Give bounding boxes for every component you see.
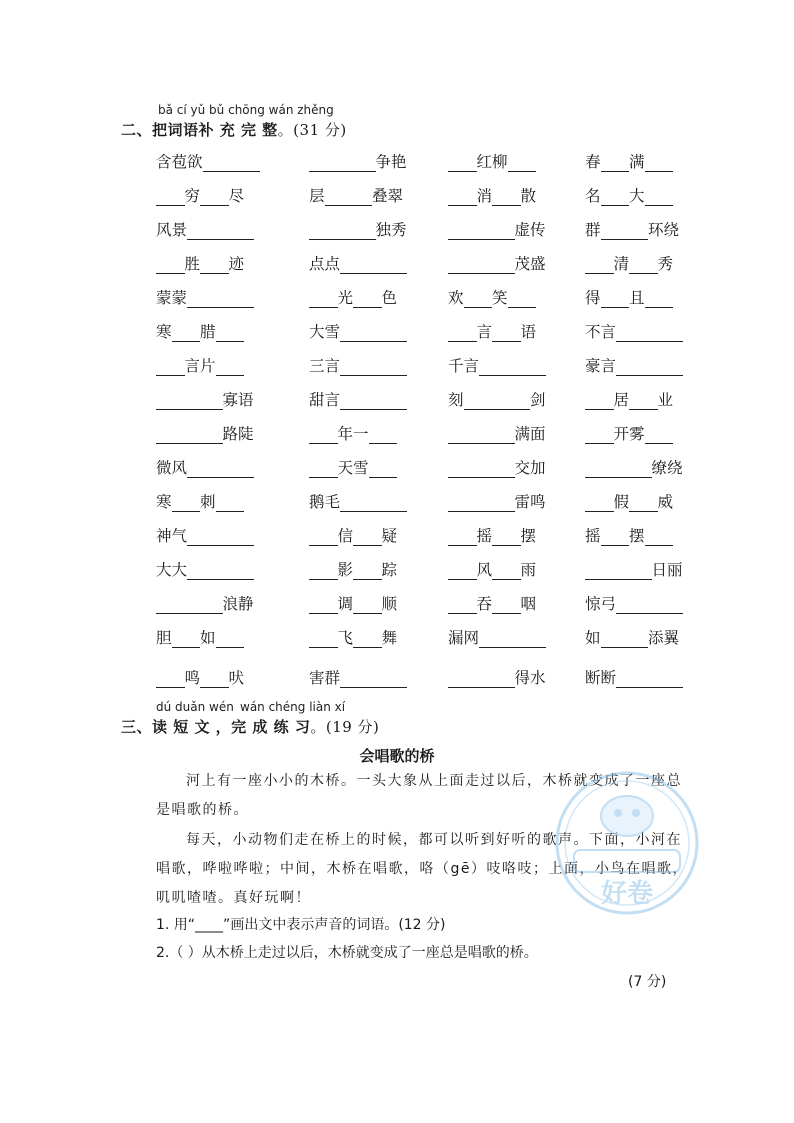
idiom-cell bbox=[585, 628, 679, 650]
section3-heading-text: 三、读 短 文 ，完 成 练 习 bbox=[121, 718, 311, 736]
fill-in-blank[interactable] bbox=[585, 461, 652, 478]
fill-in-blank[interactable] bbox=[172, 495, 201, 512]
idiom-char: 路陡 bbox=[222, 425, 254, 443]
idiom-char: 天雪 bbox=[337, 459, 369, 477]
fill-in-blank[interactable] bbox=[464, 291, 493, 308]
idiom-char: 蒙蒙 bbox=[156, 289, 188, 307]
idiom-char: 且 bbox=[629, 289, 645, 307]
fill-in-blank[interactable] bbox=[156, 427, 223, 444]
fill-in-blank[interactable] bbox=[601, 223, 649, 240]
idiom-char: 大雪 bbox=[309, 323, 341, 341]
idiom-char: 飞 bbox=[337, 629, 354, 647]
idiom-cell bbox=[309, 220, 407, 242]
fill-in-blank[interactable] bbox=[353, 291, 382, 308]
fill-in-blank[interactable] bbox=[200, 257, 229, 274]
idiom-char: 满 bbox=[629, 153, 645, 171]
fill-in-blank[interactable] bbox=[645, 155, 674, 172]
idiom-cell bbox=[448, 526, 536, 548]
idiom-char: 争艳 bbox=[375, 153, 407, 171]
idiom-cell bbox=[156, 594, 254, 616]
idiom-char: 大 bbox=[629, 187, 645, 205]
idiom-cell bbox=[156, 152, 260, 174]
idiom-cell bbox=[585, 424, 673, 446]
idiom-char: 微风 bbox=[156, 459, 188, 477]
fill-in-blank[interactable] bbox=[492, 189, 521, 206]
idiom-char: 添翼 bbox=[648, 629, 680, 647]
fill-in-blank[interactable] bbox=[585, 427, 614, 444]
idiom-cell bbox=[309, 152, 407, 174]
fill-in-blank[interactable] bbox=[464, 393, 531, 410]
idiom-cell bbox=[448, 424, 546, 446]
fill-in-blank[interactable] bbox=[172, 325, 201, 342]
fill-in-blank[interactable] bbox=[353, 597, 382, 614]
idiom-char: 甜言 bbox=[309, 391, 341, 409]
idiom-cell bbox=[156, 220, 254, 242]
idiom-cell bbox=[585, 390, 673, 412]
fill-in-blank[interactable] bbox=[492, 529, 521, 546]
stamp-text: 好卷 bbox=[600, 879, 654, 909]
idiom-cell bbox=[309, 356, 407, 378]
fill-in-blank[interactable] bbox=[172, 631, 201, 648]
passage-paragraph-1: 河上有一座小小的木桥。一头大象从上面走过以后，木桥就变成了一座总是唱歌的桥。 bbox=[156, 773, 682, 818]
idiom-char: 叠翠 bbox=[372, 187, 404, 205]
fill-in-blank[interactable] bbox=[309, 563, 338, 580]
fill-in-blank[interactable] bbox=[325, 189, 373, 206]
idiom-cell bbox=[156, 356, 244, 378]
idiom-cell bbox=[156, 322, 244, 344]
idiom-cell bbox=[309, 560, 397, 582]
idiom-char: 寡语 bbox=[222, 391, 254, 409]
fill-in-blank[interactable] bbox=[309, 461, 338, 478]
fill-in-blank[interactable] bbox=[448, 325, 477, 342]
question-1: 1. 用“____”画出文中表示声音的词语。(12 分) bbox=[156, 917, 446, 933]
idiom-char: 寒 bbox=[156, 493, 172, 511]
fill-in-blank[interactable] bbox=[585, 495, 614, 512]
idiom-cell bbox=[448, 186, 536, 208]
fill-in-blank[interactable] bbox=[448, 461, 515, 478]
fill-in-blank[interactable] bbox=[585, 563, 652, 580]
idiom-char: 穷 bbox=[184, 187, 201, 205]
idiom-char: 尽 bbox=[228, 187, 245, 205]
fill-in-blank[interactable] bbox=[353, 631, 382, 648]
idiom-cell bbox=[585, 186, 673, 208]
section3-points: 。(19 分) bbox=[310, 718, 380, 736]
fill-in-blank[interactable] bbox=[601, 631, 649, 648]
idiom-cell bbox=[585, 560, 683, 582]
idiom-char: 如 bbox=[200, 629, 216, 647]
idiom-char: 假 bbox=[613, 493, 630, 511]
idiom-char: 摇 bbox=[585, 527, 601, 545]
idiom-char: 得 bbox=[585, 289, 601, 307]
idiom-char: 层 bbox=[309, 187, 325, 205]
idiom-char: 害群 bbox=[309, 669, 341, 687]
idiom-char: 名 bbox=[585, 187, 601, 205]
idiom-char: 豪言 bbox=[585, 357, 617, 375]
idiom-char: 言片 bbox=[184, 357, 216, 375]
idiom-char: 虚传 bbox=[514, 221, 546, 239]
fill-in-blank[interactable] bbox=[629, 393, 658, 410]
idiom-cell bbox=[156, 560, 254, 582]
idiom-char: 摇 bbox=[476, 527, 493, 545]
idiom-char: 影 bbox=[337, 561, 354, 579]
idiom-char: 雨 bbox=[520, 561, 537, 579]
idiom-char: 千言 bbox=[448, 357, 480, 375]
fill-in-blank[interactable] bbox=[479, 631, 546, 648]
fill-in-blank[interactable] bbox=[216, 495, 245, 512]
section2-points: 。(31 分) bbox=[277, 121, 347, 139]
passage-title: 会唱歌的桥 bbox=[359, 747, 435, 765]
idiom-cell bbox=[309, 668, 407, 690]
idiom-cell bbox=[156, 628, 244, 650]
idiom-cell bbox=[309, 424, 397, 446]
idiom-cell bbox=[156, 424, 254, 446]
fill-in-blank[interactable] bbox=[203, 155, 260, 172]
idiom-cell bbox=[448, 594, 536, 616]
fill-in-blank[interactable] bbox=[156, 257, 185, 274]
fill-in-blank[interactable] bbox=[492, 325, 521, 342]
fill-in-blank[interactable] bbox=[216, 359, 245, 376]
idiom-char: 信 bbox=[337, 527, 354, 545]
fill-in-blank[interactable] bbox=[340, 495, 407, 512]
idiom-cell bbox=[585, 288, 673, 310]
fill-in-blank[interactable] bbox=[448, 495, 515, 512]
fill-in-blank[interactable] bbox=[616, 597, 683, 614]
idiom-char: 居 bbox=[613, 391, 630, 409]
idiom-char: 断断 bbox=[585, 669, 617, 687]
section2-heading bbox=[121, 119, 347, 140]
fill-in-blank[interactable] bbox=[309, 529, 338, 546]
fill-in-blank[interactable] bbox=[616, 359, 683, 376]
idiom-char: 群 bbox=[585, 221, 601, 239]
fill-in-blank[interactable] bbox=[187, 529, 254, 546]
idiom-cell bbox=[309, 390, 407, 412]
idiom-char: 点点 bbox=[309, 255, 341, 273]
idiom-cell bbox=[309, 526, 397, 548]
idiom-char: 大大 bbox=[156, 561, 188, 579]
idiom-char: 风 bbox=[476, 561, 493, 579]
idiom-cell bbox=[309, 288, 397, 310]
idiom-char: 刻 bbox=[448, 391, 464, 409]
idiom-char: 疑 bbox=[381, 527, 398, 545]
fill-in-blank[interactable] bbox=[616, 325, 683, 342]
idiom-cell bbox=[585, 322, 683, 344]
fill-in-blank[interactable] bbox=[616, 671, 683, 688]
idiom-char: 日丽 bbox=[651, 561, 683, 579]
fill-in-blank[interactable] bbox=[629, 495, 658, 512]
idiom-cell bbox=[448, 668, 546, 690]
section3-pinyin-b: wán chéng liàn xí bbox=[240, 700, 346, 714]
fill-in-blank[interactable] bbox=[187, 291, 254, 308]
idiom-char: 摆 bbox=[520, 527, 537, 545]
fill-in-blank[interactable] bbox=[200, 189, 229, 206]
fill-in-blank[interactable] bbox=[309, 631, 338, 648]
idiom-cell bbox=[585, 254, 673, 276]
idiom-char: 茂盛 bbox=[514, 255, 546, 273]
fill-in-blank[interactable] bbox=[156, 359, 185, 376]
idiom-char: 色 bbox=[381, 289, 398, 307]
idiom-cell bbox=[309, 492, 407, 514]
fill-in-blank[interactable] bbox=[309, 223, 376, 240]
fill-in-blank[interactable] bbox=[508, 155, 537, 172]
idiom-cell bbox=[448, 322, 536, 344]
idiom-cell bbox=[448, 458, 546, 480]
fill-in-blank[interactable] bbox=[508, 291, 537, 308]
idiom-cell bbox=[448, 390, 546, 412]
fill-in-blank[interactable] bbox=[353, 563, 382, 580]
idiom-cell bbox=[448, 356, 546, 378]
idiom-char: 舞 bbox=[381, 629, 398, 647]
idiom-char: 光 bbox=[337, 289, 354, 307]
idiom-char: 言 bbox=[476, 323, 493, 341]
idiom-cell bbox=[585, 152, 673, 174]
idiom-char: 红柳 bbox=[476, 153, 508, 171]
watermark-stamp bbox=[552, 768, 702, 918]
question-2-points: (7 分) bbox=[628, 974, 667, 990]
idiom-char: 三言 bbox=[309, 357, 341, 375]
fill-in-blank[interactable] bbox=[369, 461, 398, 478]
idiom-char: 年一 bbox=[337, 425, 369, 443]
fill-in-blank[interactable] bbox=[601, 529, 630, 546]
fill-in-blank[interactable] bbox=[645, 189, 674, 206]
fill-in-blank[interactable] bbox=[645, 291, 674, 308]
idiom-char: 风景 bbox=[156, 221, 188, 239]
idiom-char: 缭绕 bbox=[651, 459, 683, 477]
section3-heading bbox=[121, 716, 379, 737]
idiom-char: 鸣 bbox=[184, 669, 201, 687]
fill-in-blank[interactable] bbox=[156, 393, 223, 410]
idiom-cell bbox=[309, 628, 397, 650]
fill-in-blank[interactable] bbox=[200, 671, 229, 688]
fill-in-blank[interactable] bbox=[156, 671, 185, 688]
idiom-char: 雷鸣 bbox=[514, 493, 546, 511]
fill-in-blank[interactable] bbox=[340, 359, 407, 376]
idiom-cell bbox=[156, 254, 244, 276]
idiom-char: 威 bbox=[657, 493, 674, 511]
fill-in-blank[interactable] bbox=[448, 529, 477, 546]
idiom-char: 春 bbox=[585, 153, 601, 171]
fill-in-blank[interactable] bbox=[492, 563, 521, 580]
fill-in-blank[interactable] bbox=[309, 597, 338, 614]
fill-in-blank[interactable] bbox=[585, 257, 614, 274]
idiom-char: 腊 bbox=[200, 323, 216, 341]
idiom-cell bbox=[309, 322, 407, 344]
idiom-char: 清 bbox=[613, 255, 630, 273]
idiom-cell bbox=[585, 220, 679, 242]
idiom-char: 摆 bbox=[629, 527, 645, 545]
fill-in-blank[interactable] bbox=[601, 291, 630, 308]
idiom-cell bbox=[156, 526, 254, 548]
question-2: 2.（ ）从木桥上走过以后，木桥就变成了一座总是唱歌的桥。 bbox=[156, 945, 538, 961]
idiom-char: 神气 bbox=[156, 527, 188, 545]
idiom-char: 顺 bbox=[381, 595, 398, 613]
idiom-cell bbox=[448, 220, 546, 242]
idiom-char: 语 bbox=[520, 323, 537, 341]
fill-in-blank[interactable] bbox=[369, 427, 398, 444]
section2-heading-text: 二、把词语补 充 完 整 bbox=[121, 121, 278, 139]
fill-in-blank[interactable] bbox=[645, 529, 674, 546]
idiom-cell bbox=[448, 254, 546, 276]
fill-in-blank[interactable] bbox=[492, 597, 521, 614]
idiom-char: 胜 bbox=[184, 255, 201, 273]
fill-in-blank[interactable] bbox=[216, 325, 245, 342]
idiom-cell bbox=[585, 356, 683, 378]
idiom-cell bbox=[448, 288, 536, 310]
passage-paragraph-2: 每天，小动物们走在桥上的时候，都可以听到好听的歌声。下面，小河在唱歌，哗啦哗啦；中间，木桥在唱歌，咯（gē）吱咯吱；上面，小鸟在唱歌，叽叽喳喳。真好玩啊！ bbox=[156, 832, 688, 906]
idiom-char: 迹 bbox=[228, 255, 245, 273]
idiom-char: 如 bbox=[585, 629, 601, 647]
fill-in-blank[interactable] bbox=[479, 359, 546, 376]
idiom-cell bbox=[448, 152, 536, 174]
fill-in-blank[interactable] bbox=[645, 427, 674, 444]
fill-in-blank[interactable] bbox=[601, 155, 630, 172]
idiom-cell bbox=[585, 594, 683, 616]
idiom-char: 不言 bbox=[585, 323, 617, 341]
idiom-char: 惊弓 bbox=[585, 595, 617, 613]
idiom-char: 吞 bbox=[476, 595, 493, 613]
section2-pinyin: bǎ cí yǔ bǔ chōng wán zhěng bbox=[158, 103, 334, 117]
idiom-cell bbox=[585, 526, 673, 548]
idiom-cell bbox=[448, 628, 546, 650]
idiom-cell bbox=[156, 288, 254, 310]
fill-in-blank[interactable] bbox=[187, 461, 254, 478]
idiom-char: 漏网 bbox=[448, 629, 480, 647]
idiom-cell bbox=[156, 668, 244, 690]
idiom-char: 剑 bbox=[530, 391, 546, 409]
fill-in-blank[interactable] bbox=[448, 223, 515, 240]
idiom-char: 消 bbox=[476, 187, 493, 205]
fill-in-blank[interactable] bbox=[629, 257, 658, 274]
fill-in-blank[interactable] bbox=[187, 223, 254, 240]
idiom-char: 开雾 bbox=[613, 425, 645, 443]
idiom-char: 交加 bbox=[514, 459, 546, 477]
idiom-cell bbox=[448, 560, 536, 582]
fill-in-blank[interactable] bbox=[448, 427, 515, 444]
idiom-cell bbox=[585, 492, 673, 514]
idiom-char: 满面 bbox=[514, 425, 546, 443]
idiom-char: 吠 bbox=[228, 669, 245, 687]
idiom-cell bbox=[156, 390, 254, 412]
fill-in-blank[interactable] bbox=[156, 597, 223, 614]
idiom-char: 业 bbox=[657, 391, 674, 409]
fill-in-blank[interactable] bbox=[353, 529, 382, 546]
idiom-char: 笑 bbox=[492, 289, 508, 307]
idiom-char: 踪 bbox=[381, 561, 398, 579]
idiom-char: 胆 bbox=[156, 629, 172, 647]
idiom-char: 刺 bbox=[200, 493, 216, 511]
fill-in-blank[interactable] bbox=[187, 563, 254, 580]
idiom-char: 散 bbox=[520, 187, 537, 205]
idiom-cell bbox=[448, 492, 546, 514]
idiom-char: 调 bbox=[337, 595, 354, 613]
fill-in-blank[interactable] bbox=[309, 427, 338, 444]
idiom-cell bbox=[585, 458, 683, 480]
idiom-char: 欢 bbox=[448, 289, 464, 307]
fill-in-blank[interactable] bbox=[309, 155, 376, 172]
idiom-cell bbox=[585, 668, 683, 690]
idiom-char: 独秀 bbox=[375, 221, 407, 239]
fill-in-blank[interactable] bbox=[216, 631, 245, 648]
idiom-char: 含苞欲 bbox=[156, 153, 203, 171]
idiom-cell bbox=[156, 186, 244, 208]
idiom-char: 秀 bbox=[657, 255, 674, 273]
idiom-char: 环绕 bbox=[648, 221, 680, 239]
idiom-char: 得水 bbox=[514, 669, 546, 687]
fill-in-blank[interactable] bbox=[448, 155, 477, 172]
idiom-cell bbox=[309, 458, 397, 480]
fill-in-blank[interactable] bbox=[448, 257, 515, 274]
fill-in-blank[interactable] bbox=[309, 291, 338, 308]
fill-in-blank[interactable] bbox=[340, 257, 407, 274]
fill-in-blank[interactable] bbox=[601, 189, 630, 206]
fill-in-blank[interactable] bbox=[448, 597, 477, 614]
fill-in-blank[interactable] bbox=[448, 189, 477, 206]
fill-in-blank[interactable] bbox=[340, 671, 407, 688]
idiom-cell bbox=[309, 594, 397, 616]
idiom-char: 咽 bbox=[520, 595, 537, 613]
idiom-cell bbox=[156, 458, 254, 480]
fill-in-blank[interactable] bbox=[448, 563, 477, 580]
idiom-char: 浪静 bbox=[222, 595, 254, 613]
idiom-char: 寒 bbox=[156, 323, 172, 341]
idiom-cell bbox=[309, 186, 403, 208]
idiom-cell bbox=[309, 254, 407, 276]
fill-in-blank[interactable] bbox=[448, 671, 515, 688]
fill-in-blank[interactable] bbox=[340, 325, 407, 342]
fill-in-blank[interactable] bbox=[585, 393, 614, 410]
section3-pinyin-a: dú duǎn wén bbox=[156, 700, 234, 714]
idiom-cell bbox=[156, 492, 244, 514]
idiom-char: 鹅毛 bbox=[309, 493, 341, 511]
fill-in-blank[interactable] bbox=[156, 189, 185, 206]
fill-in-blank[interactable] bbox=[340, 393, 407, 410]
